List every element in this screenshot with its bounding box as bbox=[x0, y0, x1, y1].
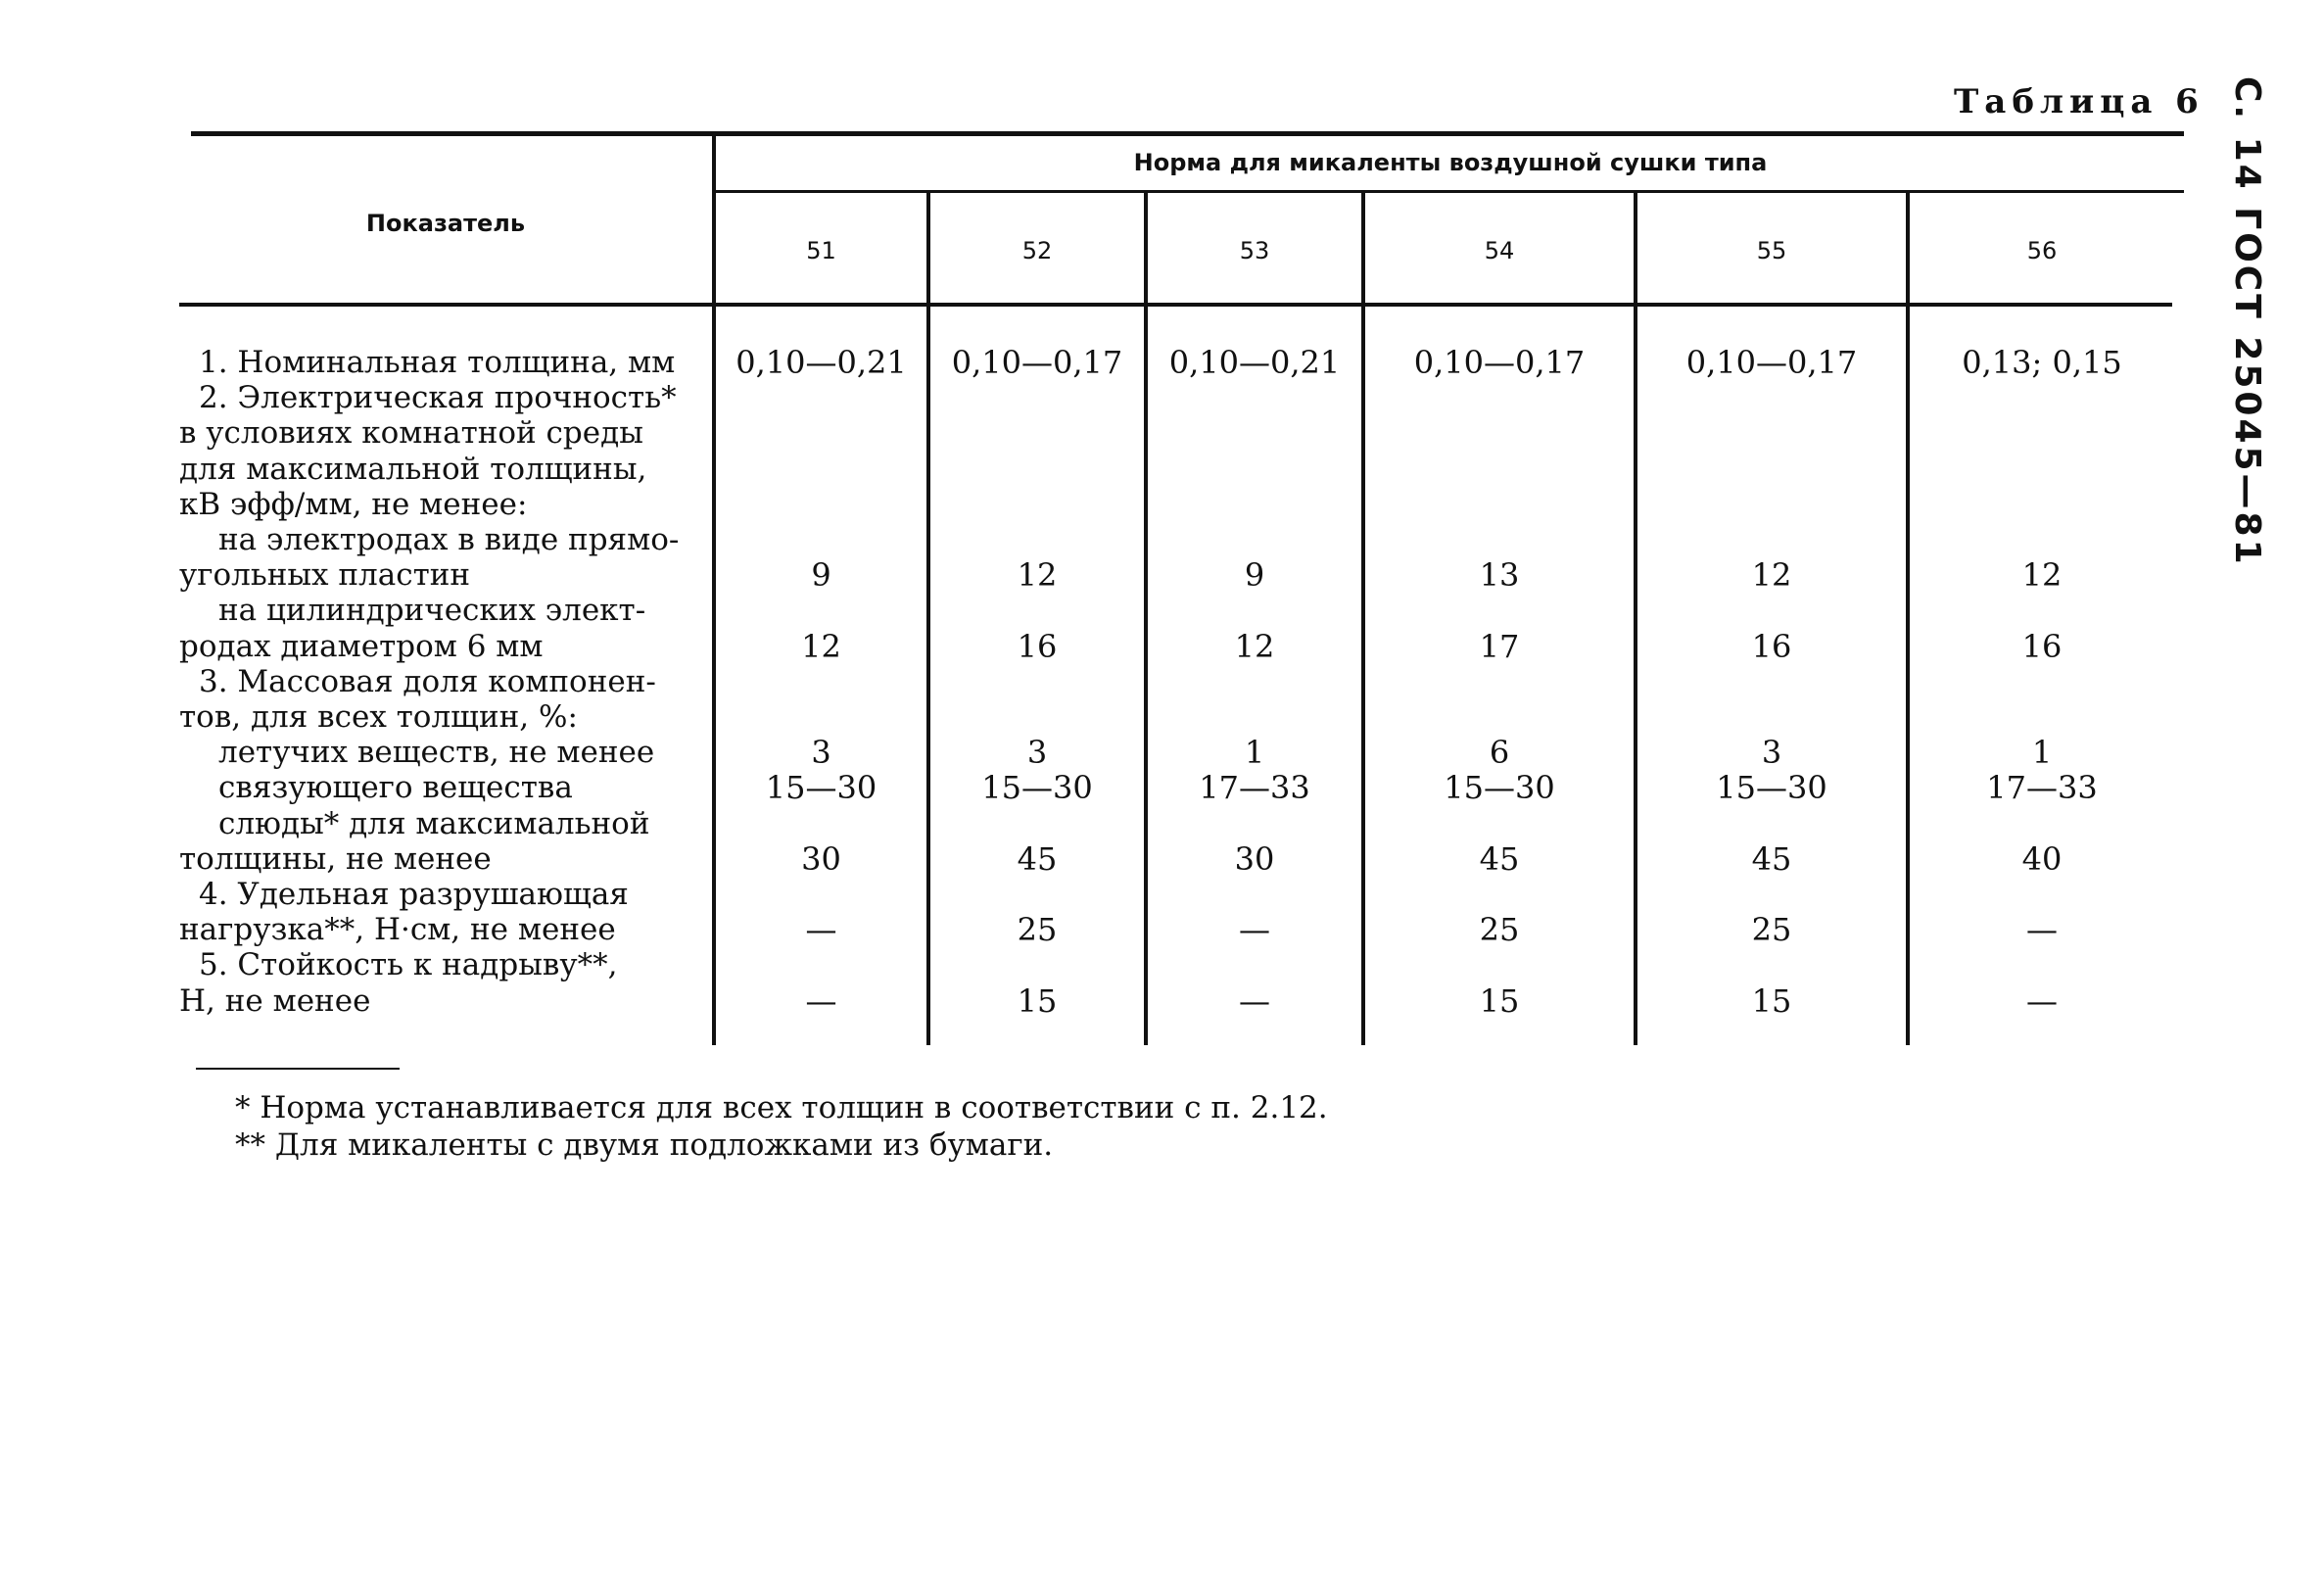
table-cell: 1 bbox=[1244, 734, 1265, 772]
table-cell: 0,10—0,21 bbox=[735, 344, 907, 381]
table-cell: 0,13; 0,15 bbox=[1962, 344, 2122, 381]
table-cell: 0,10—0,17 bbox=[1685, 344, 1858, 381]
footnote: ** Для микаленты с двумя подложками из бумаги. bbox=[235, 1127, 1054, 1163]
indicator-label-line: 2. Электрическая прочность* bbox=[199, 380, 677, 416]
table-cell: 15—30 bbox=[765, 769, 877, 807]
table-cell: 13 bbox=[1479, 556, 1520, 595]
type-column-header: 52 bbox=[1021, 237, 1053, 264]
table-cell: — bbox=[1239, 981, 1270, 1020]
table-top-rule bbox=[191, 131, 2184, 136]
indicator-label-line: на цилиндрических элект- bbox=[218, 593, 646, 629]
footnotes bbox=[235, 1089, 1328, 1164]
indicator-label-line: 3. Массовая доля компонен- bbox=[199, 663, 656, 699]
table-cell: 3 bbox=[1026, 734, 1048, 772]
table-cell: 30 bbox=[801, 839, 841, 878]
indicator-label-line: Н, не менее bbox=[179, 982, 371, 1019]
page-running-header: С. 14 ГОСТ 25045—81 bbox=[2227, 76, 2267, 567]
table-cell: 15 bbox=[1751, 981, 1792, 1020]
indicator-label-line: в условиях комнатной среды bbox=[179, 415, 643, 452]
indicator-label-line: летучих веществ, не менее bbox=[218, 735, 655, 771]
table-cell: 25 bbox=[1479, 911, 1520, 949]
table-cell: — bbox=[1239, 911, 1270, 949]
indicator-label-line: на электродах в виде прямо- bbox=[218, 522, 680, 557]
table-cell: 12 bbox=[1751, 556, 1792, 595]
table-cell: 30 bbox=[1234, 839, 1275, 878]
table-cell: 1 bbox=[2031, 734, 2053, 772]
table-cell: 12 bbox=[2021, 556, 2063, 595]
footnote-separator bbox=[196, 1068, 400, 1070]
indicator-label-line: 1. Номинальная толщина, мм bbox=[199, 345, 676, 380]
table-cell: — bbox=[2026, 981, 2058, 1020]
table-cell: 16 bbox=[1017, 627, 1058, 665]
type-column-header: 53 bbox=[1239, 237, 1270, 264]
type-column-header: 56 bbox=[2026, 237, 2058, 264]
indicator-label-line: родах диаметром 6 мм bbox=[179, 628, 544, 664]
table-cell: 45 bbox=[1751, 839, 1792, 878]
table-cell: 3 bbox=[811, 734, 831, 772]
indicator-label-line: тов, для всех толщин, %: bbox=[179, 699, 578, 735]
table-cell: 15 bbox=[1479, 981, 1520, 1020]
table-cell: 17—33 bbox=[1986, 769, 2098, 807]
table-cell: — bbox=[805, 911, 837, 949]
indicator-label-line: связующего вещества bbox=[218, 770, 573, 806]
table-cell: 40 bbox=[2021, 839, 2063, 878]
table-cell: — bbox=[805, 981, 837, 1020]
type-column-header: 54 bbox=[1484, 237, 1515, 264]
table-cell: 9 bbox=[811, 556, 831, 595]
table-cell: 15—30 bbox=[1444, 769, 1555, 807]
type-column-header: 55 bbox=[1756, 237, 1787, 264]
indicator-label-line: нагрузка**, Н·см, не менее bbox=[179, 912, 616, 948]
table-cell: 0,10—0,21 bbox=[1168, 344, 1341, 381]
table-cell: 6 bbox=[1489, 734, 1510, 772]
table-cell: 0,10—0,17 bbox=[1413, 344, 1586, 381]
table-cell: 25 bbox=[1017, 911, 1058, 949]
indicator-label-line: кВ эфф/мм, не менее: bbox=[179, 486, 528, 522]
indicator-column-header: Показатель bbox=[365, 210, 526, 237]
table-cell: 15—30 bbox=[1716, 769, 1827, 807]
table-cell: 12 bbox=[1017, 556, 1058, 595]
indicator-label-line: для максимальной толщины, bbox=[179, 451, 647, 487]
table-cell: 0,10—0,17 bbox=[951, 344, 1123, 381]
table-cell: 17 bbox=[1479, 627, 1520, 665]
indicator-label-line: слюды* для максимальной bbox=[218, 805, 650, 841]
indicator-label-line: толщины, не менее bbox=[179, 840, 492, 877]
table-cell: 16 bbox=[2021, 627, 2063, 665]
table-cell: 12 bbox=[1234, 627, 1275, 665]
indicator-label-line: 5. Стойкость к надрыву**, bbox=[199, 947, 618, 983]
type-group-header: Норма для микаленты воздушной сушки типа bbox=[1133, 149, 1768, 176]
header-bottom-rule bbox=[179, 303, 2172, 307]
table-cell: 45 bbox=[1479, 839, 1520, 878]
table-caption: Таблица 6 bbox=[1954, 82, 2205, 121]
table-cell: 9 bbox=[1244, 556, 1265, 595]
table-cell: 15—30 bbox=[981, 769, 1093, 807]
group-header-rule bbox=[715, 190, 2184, 193]
table-cell: 25 bbox=[1751, 911, 1792, 949]
indicator-label-line: 4. Удельная разрушающая bbox=[199, 877, 629, 912]
indicator-label-line: угольных пластин bbox=[179, 557, 471, 594]
footnote: * Норма устанавливается для всех толщин в соответствии с п. 2.12. bbox=[235, 1090, 1328, 1125]
type-column-header: 51 bbox=[806, 237, 836, 264]
table-cell: 45 bbox=[1017, 839, 1058, 878]
table-cell: 17—33 bbox=[1199, 769, 1310, 807]
table-cell: 3 bbox=[1761, 734, 1782, 772]
table-cell: — bbox=[2026, 911, 2058, 949]
table-cell: 15 bbox=[1017, 981, 1058, 1020]
table-cell: 12 bbox=[801, 627, 841, 665]
table-cell: 16 bbox=[1751, 627, 1792, 665]
